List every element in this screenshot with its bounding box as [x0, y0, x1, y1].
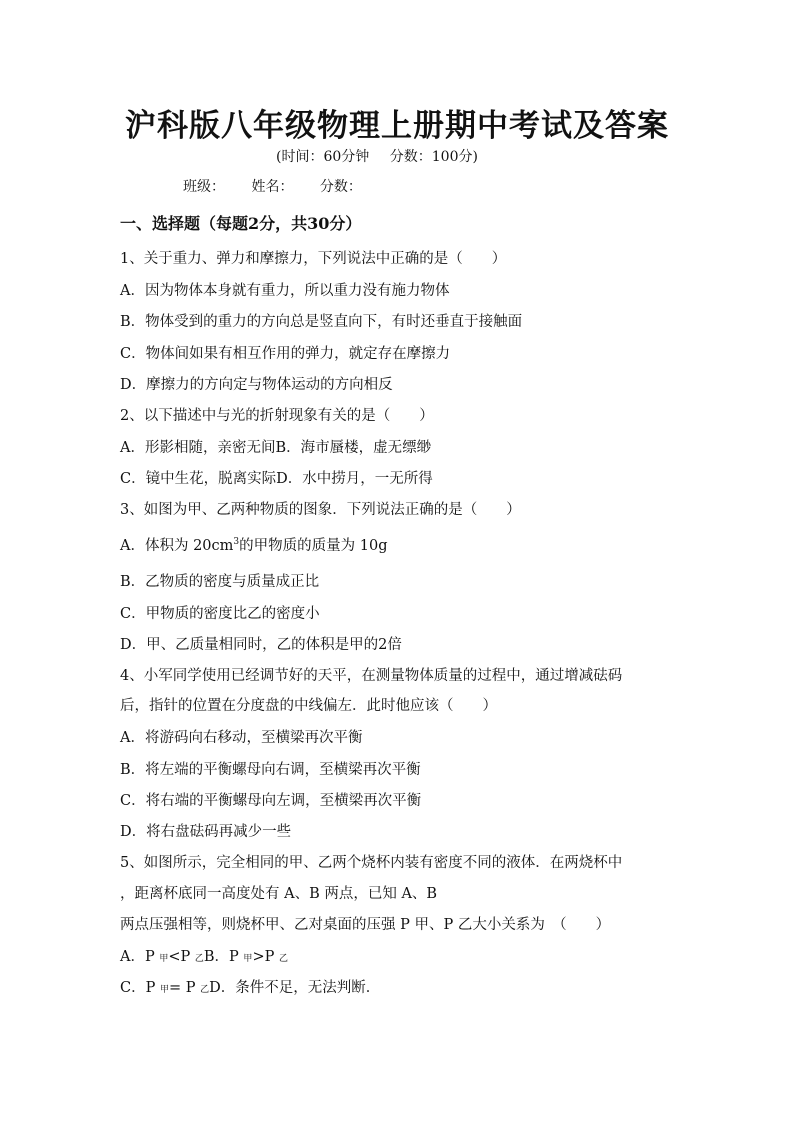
q4-option-b: B．将左端的平衡螺母向右调，至横梁再次平衡 — [120, 762, 421, 778]
q5-ab-sub: 乙 — [278, 954, 288, 964]
q1-option-d: D．摩擦力的方向定与物体运动的方向相反 — [120, 377, 393, 393]
q3-option-c: C．甲物质的密度比乙的密度小 — [120, 606, 320, 622]
q5-ab-part: >P — [252, 949, 279, 965]
q4-stem-line2: 后，指针的位置在分度盘的中线偏左．此时他应该（ ） — [120, 698, 497, 714]
q1-option-b: B．物体受到的重力的方向总是竖直向下，有时还垂直于接触面 — [120, 314, 523, 330]
q5-cd-sub: 乙 — [200, 985, 210, 995]
q5-ab-sub: 甲 — [159, 954, 169, 964]
q5-ab-part: A．P — [120, 949, 160, 965]
q3-option-b: B．乙物质的密度与质量成正比 — [120, 574, 320, 590]
q5-ab-part: <P — [168, 949, 195, 965]
q5-stem-line2: ，距离杯底同一高度处有 A、B 两点，已知 A、B — [120, 886, 438, 902]
q3-option-d: D．甲、乙质量相同时，乙的体积是甲的2倍 — [120, 637, 402, 653]
q3-option-a-text: A．体积为 20cm — [120, 538, 234, 554]
q5-ab-sub: 甲 — [243, 954, 253, 964]
q5-stem-line3: 两点压强相等，则烧杯甲、乙对桌面的压强 P 甲、P 乙大小关系为 （ ） — [120, 917, 611, 933]
q4-option-a: A．将游码向右移动，至横梁再次平衡 — [120, 730, 363, 746]
q1-option-a: A．因为物体本身就有重力，所以重力没有施力物体 — [120, 283, 450, 299]
q3-stem: 3、如图为甲、乙两种物质的图象．下列说法正确的是（ ） — [120, 502, 521, 518]
exam-total-score: 分数：100分) — [389, 149, 478, 165]
q5-cd-part: C．P — [120, 980, 160, 996]
q5-ab-sub: 乙 — [194, 954, 204, 964]
q5-cd-sub: 甲 — [159, 985, 169, 995]
q2-options-ab: A．形影相随，亲密无间B．海市蜃楼，虚无缥缈 — [120, 440, 432, 456]
q2-stem: 2、以下描述中与光的折射现象有关的是（ ） — [120, 408, 434, 424]
section-heading: 一、选择题（每题2分，共30分） — [120, 214, 362, 233]
q5-options-cd — [120, 976, 380, 997]
exam-time: (时间：60分钟 — [276, 149, 370, 165]
q1-option-c: C．物体间如果有相互作用的弹力，就定存在摩擦力 — [120, 346, 451, 362]
page-title: 沪科版八年级物理上册期中考试及答案 — [125, 108, 669, 144]
q1-stem: 1、关于重力、弹力和摩擦力，下列说法中正确的是（ ） — [120, 251, 507, 267]
exam-meta — [0, 146, 754, 166]
class-label: 班级： — [183, 179, 225, 195]
q3-option-a — [120, 534, 387, 555]
q5-cd-part: = P — [168, 980, 201, 996]
q3-option-a-text2: 的甲物质的质量为 10g — [239, 538, 388, 554]
student-info — [183, 176, 384, 196]
q2-options-cd: C．镜中生花，脱离实际D．水中捞月，一无所得 — [120, 471, 433, 487]
q4-stem-line1: 4、小军同学使用已经调节好的天平，在测量物体质量的过程中，通过增减砝码 — [120, 668, 623, 684]
score-label: 分数： — [319, 179, 362, 195]
q3-option-a-sup: 3 — [233, 537, 240, 548]
name-label: 姓名： — [251, 179, 294, 195]
q5-ab-part: B．P — [203, 949, 244, 965]
q5-cd-part: D．条件不足，无法判断． — [209, 980, 381, 996]
q4-option-c: C．将右端的平衡螺母向左调，至横梁再次平衡 — [120, 793, 422, 809]
q5-stem-line1: 5、如图所示，完全相同的甲、乙两个烧杯内装有密度不同的液体．在两烧杯中 — [120, 855, 623, 871]
q5-options-ab — [120, 945, 288, 966]
q4-option-d: D．将右盘砝码再减少一些 — [120, 824, 292, 840]
